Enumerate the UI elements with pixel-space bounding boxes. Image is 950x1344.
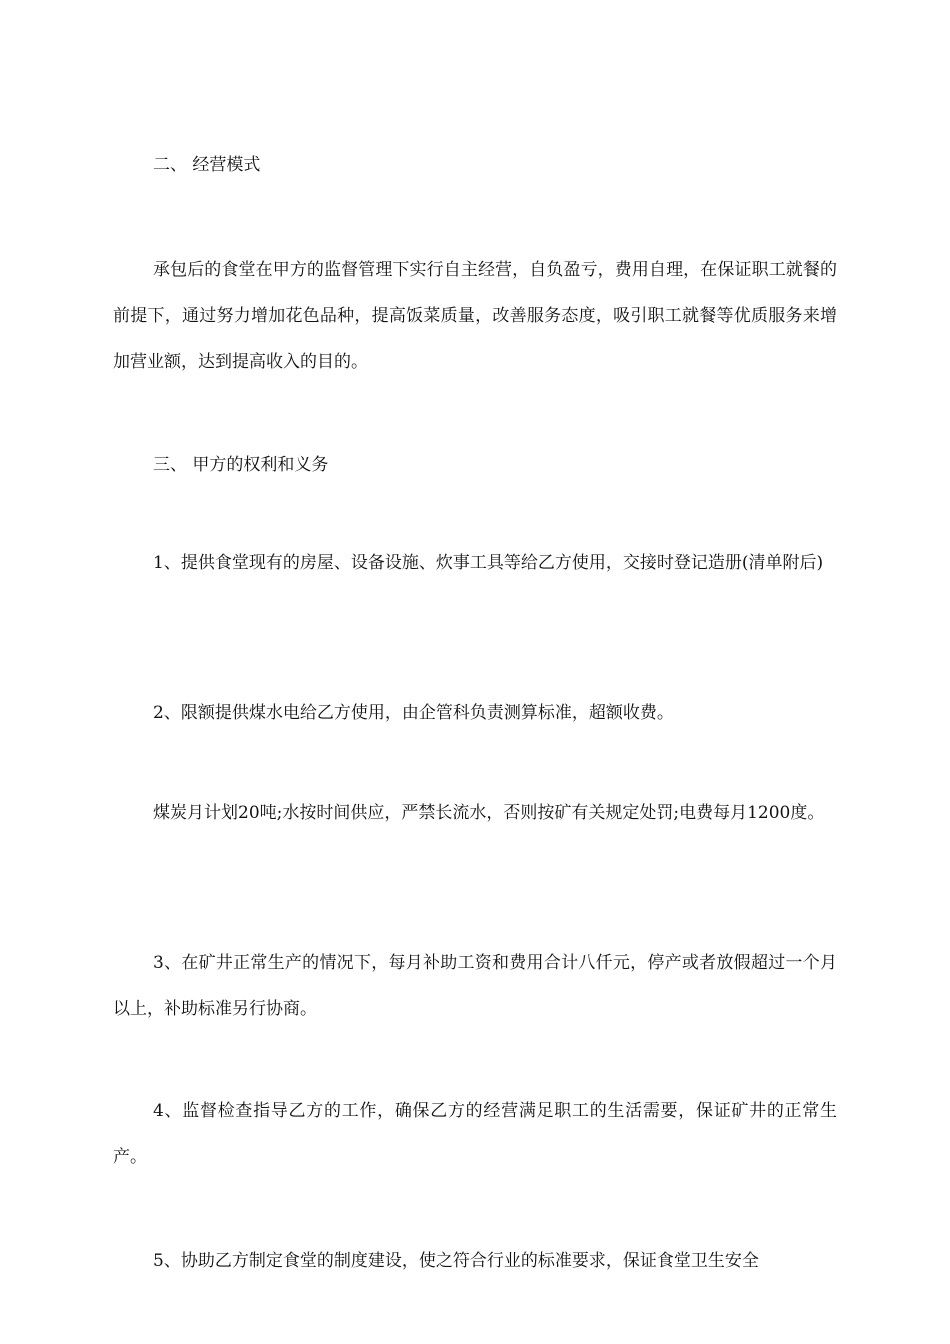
paragraph-utility-quota: 煤炭月计划20吨;水按时间供应，严禁长流水，否则按矿有关规定处罚;电费每月1200度。 bbox=[153, 803, 825, 823]
list-item-2: 2、限额提供煤水电给乙方使用，由企管科负责测算标准，超额收费。 bbox=[153, 703, 674, 723]
list-item-3: 3、在矿井正常生产的情况下，每月补助工资和费用合计八仟元，停产或者放假超过一个月以上，补助标准另行协商。 bbox=[113, 953, 837, 1019]
list-item-4: 4、监督检查指导乙方的工作，确保乙方的经营满足职工的生活需要，保证矿井的正常生产。 bbox=[113, 1101, 837, 1167]
list-item-5: 5、协助乙方制定食堂的制度建设，使之符合行业的标准要求，保证食堂卫生安全 bbox=[153, 1251, 759, 1271]
paragraph-operation-description: 承包后的食堂在甲方的监督管理下实行自主经营，自负盈亏，费用自理，在保证职工就餐的前提下，通过努力增加花色品种，提高饭菜质量，改善服务态度，吸引职工就餐等优质服务来增加营业额，达到提高收入的目的。 bbox=[113, 260, 837, 372]
section-heading-operation-mode: 二、 经营模式 bbox=[153, 155, 261, 175]
section-heading-party-a-rights: 三、 甲方的权利和义务 bbox=[153, 455, 329, 475]
list-item-1: 1、提供食堂现有的房屋、设备设施、炊事工具等给乙方使用，交接时登记造册(清单附后) bbox=[153, 553, 824, 573]
